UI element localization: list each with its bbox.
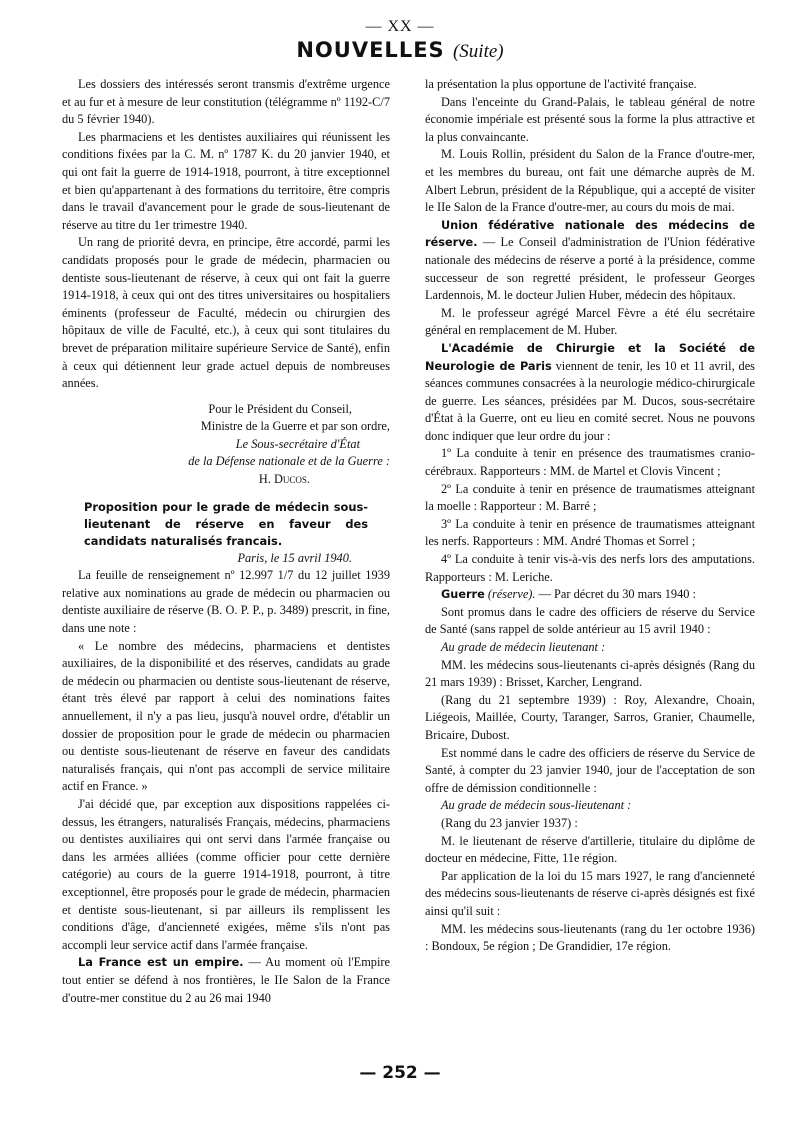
right-column: [425, 76, 755, 956]
paragraph: MM. les médecins sous-lieutenants (rang du 1er octobre 1936) : Bondoux, 5e région ; De Grandidier, 17e région.: [425, 921, 755, 954]
signature-line: Ministre de la Guerre et par son ordre,: [200, 419, 390, 434]
paragraph: [62, 954, 390, 1007]
grade-heading: Au grade de médecin lieutenant :: [441, 640, 606, 654]
paragraph-body: viennent de tenir, les 10 et 11 avril, des séances communes consacrées à la neurologie médico-chirurgicale de guerre. Les séances, présidées par M. Ducos, sous-secrétaire d'État à la Guerre, ont eu lieu en comité secret. Nous ne pouvons donc indiquer que leur ordre du jour :: [425, 358, 755, 443]
paragraph-lead: L'Académie de Chirurgie et la Société de Neurologie de Paris: [425, 341, 755, 373]
agenda-item: 4º La conduite à tenir vis-à-vis des nerfs lors des amputations. Rapporteurs : M. Leriche.: [425, 552, 755, 584]
signature-line: Le Sous-secrétaire d'État: [235, 436, 360, 451]
agenda-item: 2º La conduite à tenir en présence de traumatismes atteignant la moelle : Rapporteur : M. Barré ;: [425, 481, 755, 514]
paragraph: [425, 586, 755, 604]
paragraph: M. le professeur agrégé Marcel Fèvre a été élu secrétaire général en remplacement de M. Huber.: [425, 305, 755, 338]
page-number: — 252 —: [359, 1063, 441, 1083]
signatory-name: H. Ducos.: [258, 472, 310, 487]
signature-line: Pour le Président du Conseil,: [208, 401, 352, 416]
paragraph-body: — Par décret du 30 mars 1940 :: [538, 587, 696, 602]
paragraph: La feuille de renseignement nº 12.997 1/7 du 12 juillet 1939 relative aux nominations au grade de médecin ou pharmacien ou dentiste auxiliaire de réserve (B. O. P. P., p. 3489) prescrit, in fine, dans une note :: [62, 568, 390, 636]
paragraph: la présentation la plus opportune de l'activité française.: [425, 77, 697, 91]
paragraph-body: — Le Conseil d'administration de l'Union fédérative nationale des médecins de réserve a porté à la présidence, comme successeur de son regretté président, le professeur Georges Lardennois, M. le docteur Julien Huber, médecin des hôpitaux.: [425, 235, 755, 303]
page-header: [0, 18, 800, 63]
paragraph-lead: La France est un empire.: [78, 956, 244, 970]
paragraph: [425, 340, 755, 446]
section-title-suffix: (Suite): [452, 41, 504, 62]
section-title: [0, 38, 800, 63]
roman-folio: — XX —: [365, 18, 435, 35]
paragraph-lead: Union fédérative nationale des médecins de réserve.: [425, 218, 755, 250]
paragraph: (Rang du 21 septembre 1939) : Roy, Alexandre, Choain, Liégeois, Maillée, Courty, Taranger, Sarros, Granier, Chaumelle, Bricaire, Dubost.: [425, 692, 755, 742]
paragraph-lead: Guerre: [441, 588, 485, 602]
paragraph: Par application de la loi du 15 mars 1927, le rang d'ancienneté des médecins sous-lieutenants de réserve ci-après désignés est fixé ainsi qu'il suit :: [425, 868, 755, 918]
quoted-paragraph: « Le nombre des médecins, pharmaciens et dentistes auxiliaires, de la disponibilité et des réserves, candidats au grade de médecin ou pharmacien ou dentiste sous-lieutenant de réserve, étant très élevé par rapport à celui des nominations faites annuellement, il n'y a pas lieu, jusqu'à nouvel ordre, d'établir un dossier de proposition pour le grade de médecin ou pharmacien ou dentiste sous-lieutenant de réserve en faveur des candidats naturalisés français, qui n'ont pas accompli de service militaire actif en France. »: [62, 638, 390, 794]
paragraph: Sont promus dans le cadre des officiers de réserve du Service de Santé (sans rappel de solde antérieur au 15 avril 1940 :: [425, 604, 755, 637]
section-title-text: NOUVELLES: [296, 38, 445, 62]
agenda-item: 3º La conduite à tenir en présence de traumatismes atteignant les nerfs. Rapporteurs : MM. André Thomas et Sorrel ;: [425, 516, 755, 549]
signature-line: de la Défense nationale et de la Guerre :: [188, 454, 390, 469]
agenda-item: 1º La conduite à tenir en présence des traumatismes cranio-cérébraux. Rapporteurs : MM. de Martel et Clovis Vincent ;: [425, 446, 755, 479]
dateline: Paris, le 15 avril 1940.: [237, 550, 352, 565]
article-heading: Proposition pour le grade de médecin sous-lieutenant de réserve en faveur des candidats naturalisés francais.: [84, 499, 368, 548]
paragraph: [425, 217, 755, 305]
paragraph: (Rang du 23 janvier 1937) :: [441, 815, 578, 830]
grade-heading: Au grade de médecin sous-lieutenant :: [441, 798, 632, 813]
paragraph: M. le lieutenant de réserve d'artillerie, titulaire du diplôme de docteur en médecine, Fitte, 11e région.: [425, 833, 755, 866]
paragraph: M. Louis Rollin, président du Salon de la France d'outre-mer, et les membres du bureau, ont fait une démarche auprès de M. Albert Lebrun, président de la République, qui a accepté de visiter le IIe Salon de la France d'outre-mer, au cours du mois de mai.: [425, 147, 755, 215]
paragraph: Est nommé dans le cadre des officiers de réserve du Service de Santé, à compter du 23 janvier 1940, jour de l'acceptation de son offre de démission conditionnelle :: [425, 745, 755, 795]
paragraph: Les dossiers des intéressés seront transmis d'extrême urgence et au fur et à mesure de leur constitution (télégramme nº 1192-C/7 du 5 février 1940).: [62, 77, 390, 127]
left-column: [62, 76, 390, 1007]
paragraph: Dans l'enceinte du Grand-Palais, le tableau général de notre économie impériale est présenté sous la forme la plus attractive et la plus convaincante.: [425, 94, 755, 144]
paragraph: Un rang de priorité devra, en principe, être accordé, parmi les candidats proposés pour le grade de médecin, pharmacien ou dentiste sous-lieutenant de réserve, à ceux qui ont fait la guerre 1914-1918, à ceux qui ont des titres universitaires ou hospitaliers éminents (professeur de Faculté, médecin ou chirurgien des hôpitaux de ville de Faculté, etc.), à ceux qui sont titulaires du brevet de préparation militaire supérieure Service de Santé), enfin à ceux qui détiennent leur grade actuel depuis de nombreuses années.: [62, 235, 390, 391]
paragraph-lead-sub: (réserve).: [487, 587, 536, 602]
paragraph: Les pharmaciens et les dentistes auxiliaires qui réunissent les conditions fixées par la C. M. nº 1787 K. du 20 janvier 1940, et qui ont fait la guerre de 1914-1918, pourront, à titre exceptionnel et bien qu'appartenant à des formations du territoire, être compris dans le travail d'avancement pour le grade de sous-lieutenant de réserve au titre du 1er trimestre 1940.: [62, 129, 390, 232]
paragraph: J'ai décidé que, par exception aux dispositions rappelées ci-dessus, les étrangers, naturalisés Français, médecins, pharmaciens ou dentistes auxiliaires qui ont servi dans l'armée française ou dans les armées alliées (comme officier pour cette dernière catégorie) au cours de la guerre 1914-1918, pourront, à titre exceptionnel, être proposés pour le grade de médecin, pharmacien et dentiste sous-lieutenant, si par ailleurs ils remplissent les conditions d'âge, d'ancienneté exigées, même s'ils n'ont pas accompli leur service actif dans l'armée française.: [62, 796, 390, 952]
paragraph: MM. les médecins sous-lieutenants ci-après désignés (Rang du 21 mars 1939) : Brisset, Karcher, Lengrand.: [425, 657, 755, 690]
paragraph-body: — Au moment où l'Empire tout entier se défend à nos frontières, le IIe Salon de la France d'outre-mer constitue du 2 au 26 mai 1940: [62, 955, 390, 1005]
